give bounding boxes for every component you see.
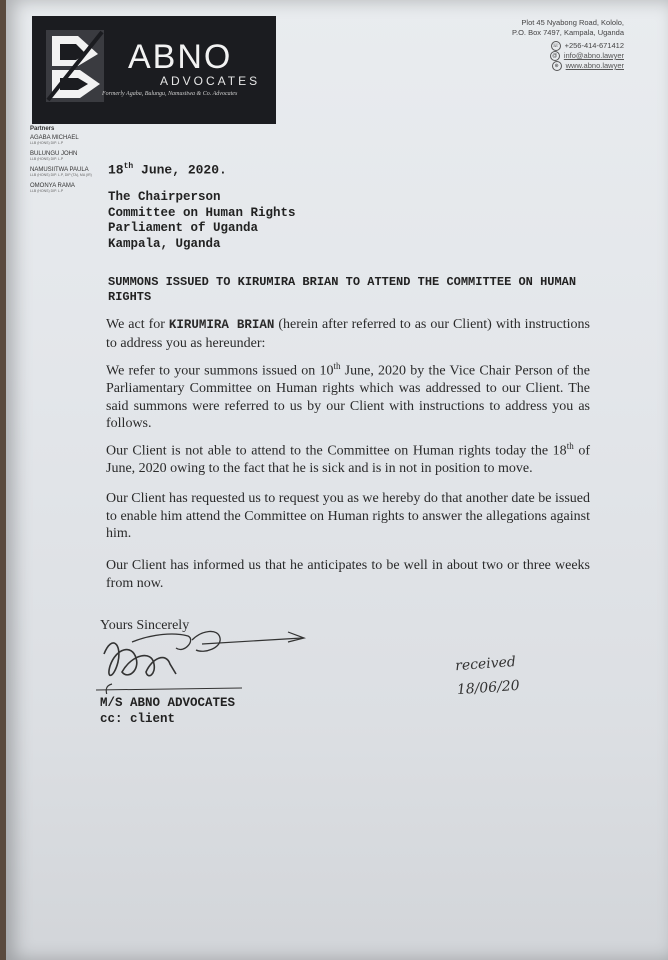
address-line-2: P.O. Box 7497, Kampala, Uganda bbox=[511, 28, 624, 37]
phone-number: +256-414-671412 bbox=[564, 41, 624, 50]
p2-sup: th bbox=[333, 361, 341, 371]
recipient-line: Committee on Human Rights bbox=[108, 205, 296, 220]
partner-name: BULUNGU JOHN bbox=[30, 151, 78, 157]
partner-entry bbox=[30, 135, 92, 145]
p3-text-a: Our Client is not able to attend to the Committee on Human rights today the 18 bbox=[106, 443, 567, 459]
partner-name: NAMUSIITWA PAULA bbox=[30, 167, 89, 173]
address-line-1: Plot 45 Nyabong Road, Kololo, bbox=[521, 18, 624, 27]
partner-entry bbox=[30, 183, 92, 193]
p2-text-a: We refer to your summons issued on 10 bbox=[106, 363, 334, 379]
paragraph-2 bbox=[106, 358, 590, 433]
recipient-line: The Chairperson bbox=[108, 190, 221, 204]
received-date: 18/06/20 bbox=[456, 677, 521, 699]
letter-page bbox=[6, 0, 668, 960]
signer-name: M/S ABNO ADVOCATES bbox=[100, 696, 236, 710]
recipient-line: Parliament of Uganda bbox=[108, 221, 259, 235]
partner-quals: LLB (HONS) DIP. L.P, DIP (TA), MA (IR) bbox=[30, 173, 92, 177]
date-rest: June, 2020. bbox=[133, 162, 227, 178]
partner-quals: LLB (HONS) DIP. L.P bbox=[30, 189, 64, 193]
letter-date bbox=[108, 162, 227, 177]
partner-name: OMONYA RAMA bbox=[30, 183, 75, 189]
signer-block bbox=[100, 696, 235, 727]
closing-line: Yours Sincerely bbox=[100, 618, 190, 633]
partners-heading: Partners bbox=[30, 126, 55, 132]
email-icon: @ bbox=[550, 51, 560, 61]
paragraph-1 bbox=[106, 316, 590, 352]
web-icon: ⊕ bbox=[552, 61, 562, 71]
phone-icon: ☏ bbox=[552, 43, 559, 49]
logo-mark-icon bbox=[42, 26, 108, 106]
recipient-address bbox=[108, 190, 296, 252]
p1-text-a: We act for bbox=[106, 317, 169, 332]
contact-block bbox=[512, 18, 624, 71]
p3-text-b: of June, 2020 owing to the fact that he is sick and is in not in position to move. bbox=[106, 443, 590, 477]
date-day: 18 bbox=[108, 162, 124, 178]
letter-subject: SUMMONS ISSUED TO KIRUMIRA BRIAN TO ATTEND THE COMMITTEE ON HUMAN RIGHTS bbox=[108, 275, 577, 304]
received-note bbox=[454, 650, 520, 702]
partner-name: AGABA MICHAEL bbox=[30, 135, 79, 141]
partners-list bbox=[30, 126, 92, 199]
p2-text-b: June, 2020 by the Vice Chair Person of the Parliamentary Committee on Human rights which was addressed to our Client. The said summons were referred to us by our Client with instructions to address you as follows. bbox=[106, 363, 590, 432]
partner-entry bbox=[30, 151, 92, 161]
p3-sup: th bbox=[566, 441, 574, 451]
paragraph-3 bbox=[106, 438, 590, 478]
firm-name: ABNO bbox=[128, 38, 233, 76]
p1-text-b: (herein after referred to as our Client) with instructions to address you as hereunder: bbox=[106, 317, 591, 351]
firm-tag: ADVOCATES bbox=[160, 74, 261, 88]
partner-entry bbox=[30, 167, 92, 177]
paragraph-4: Our Client has requested us to request you as we hereby do that another date be issued to enable him attend the Committee on Human rights to answer the allegations against him. bbox=[106, 491, 590, 541]
email-link[interactable]: info@abno.lawyer bbox=[563, 51, 624, 60]
client-name: KIRUMIRA BRIAN bbox=[168, 318, 275, 332]
signature-icon bbox=[92, 614, 312, 694]
recipient-line: Kampala, Uganda bbox=[108, 236, 221, 251]
received-text: received bbox=[454, 654, 517, 675]
partner-quals: LLB (HONS) DIP. L.P bbox=[30, 141, 64, 145]
firm-logo bbox=[32, 16, 276, 124]
partner-quals: LLB (HONS) DIP. L.P bbox=[30, 157, 64, 161]
website-link[interactable]: www.abno.lawyer bbox=[565, 61, 624, 70]
paragraph-5: Our Client has informed us that he anticipates to be well in about two or three weeks from now. bbox=[106, 558, 590, 591]
firm-formerly: Formerly Agaba, Bulungu, Namusitwa & Co. Advocates bbox=[102, 91, 238, 97]
cc-line: cc: client bbox=[100, 711, 176, 726]
date-suffix: th bbox=[123, 162, 134, 171]
